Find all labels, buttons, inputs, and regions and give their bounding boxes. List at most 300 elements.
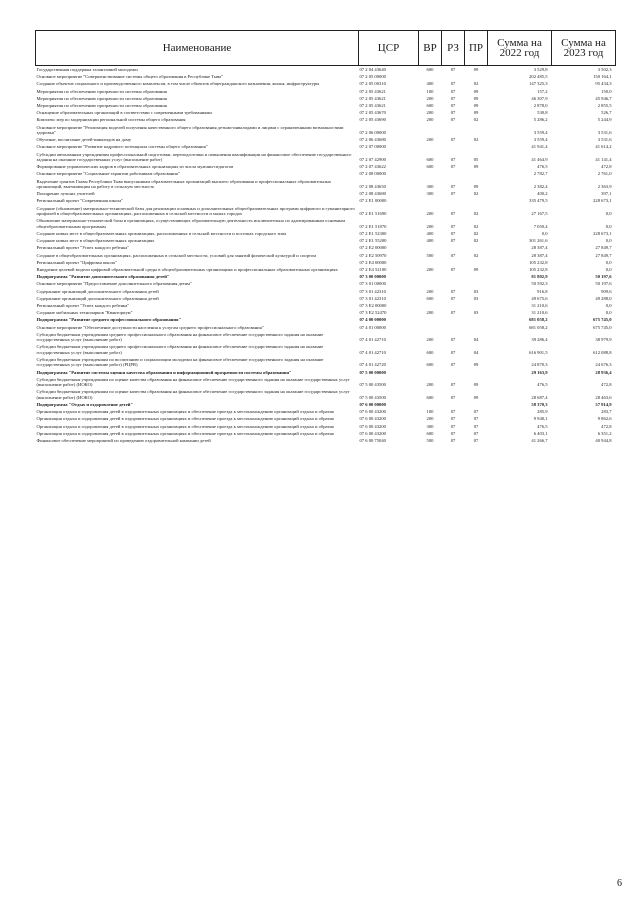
cell-sum-2022: 916,8 bbox=[537, 288, 548, 294]
cell-vr bbox=[419, 324, 442, 331]
cell-csr: 07 2 05 43670 bbox=[359, 110, 386, 116]
cell-sum-2023: 0,0 bbox=[605, 238, 612, 244]
cell-name: Региональный проект "Современная школа" bbox=[36, 198, 124, 204]
table-row bbox=[36, 273, 616, 280]
cell-pr: 09 bbox=[473, 67, 479, 72]
cell-csr: 07 2 E1 52300 bbox=[359, 230, 387, 236]
cell-csr: 07 2 E1 51690 bbox=[359, 211, 387, 217]
header-pr: ПР bbox=[465, 31, 488, 66]
cell-pr bbox=[465, 369, 488, 376]
cell-csr: 07 6 00 00000 bbox=[359, 401, 386, 407]
cell-vr: 200 bbox=[426, 137, 434, 143]
cell-csr: 07 2 04 43640 bbox=[359, 67, 386, 72]
cell-sum-2022: 301 261,6 bbox=[529, 238, 548, 244]
cell-sum-2022: 202 485,5 bbox=[529, 74, 548, 80]
table-row bbox=[36, 178, 616, 191]
cell-rz: 07 bbox=[450, 230, 456, 236]
cell-csr: 07 2 05 00000 bbox=[359, 74, 386, 80]
cell-sum-2023: 0,0 bbox=[605, 310, 612, 316]
cell-sum-2022: 58 370,3 bbox=[531, 401, 548, 407]
cell-name: Основное мероприятие "Реализация моделей получения качественного общего образования детьми-инвалидами и лицами с ограниченными возможностями здоровья" bbox=[36, 124, 344, 136]
cell-sum-2022: 41 941,4 bbox=[531, 144, 548, 150]
cell-csr: 07 2 06 00000 bbox=[359, 130, 386, 136]
cell-csr: 07 6 00 75040 bbox=[359, 438, 386, 443]
cell-sum-2023: 24 676,3 bbox=[595, 362, 612, 368]
cell-rz: 07 bbox=[450, 362, 456, 368]
table-row bbox=[36, 280, 616, 287]
cell-vr: 200 bbox=[426, 110, 434, 116]
table-row bbox=[36, 316, 616, 323]
cell-name: Государственная поддержка талантливой молодежи bbox=[36, 67, 138, 72]
table-row bbox=[36, 309, 616, 316]
cell-pr: 03 bbox=[473, 295, 479, 301]
cell-sum-2023: 41 141,4 bbox=[595, 157, 612, 163]
cell-name: Субсидии бюджетным учреждениям по воспитанию и социализации молодежи на финансовое обеспечение государственного задания на оказание государственных услуг (выполнение работ) (РЦРВ) bbox=[36, 356, 324, 368]
cell-sum-2023: 38 979,9 bbox=[595, 337, 612, 343]
cell-csr: 07 5 00 43500 bbox=[359, 382, 386, 388]
cell-sum-2022: 28 387,4 bbox=[531, 252, 548, 258]
cell-pr: 09 bbox=[473, 394, 479, 400]
cell-sum-2023: 150,0 bbox=[601, 88, 612, 94]
table-row bbox=[36, 190, 616, 197]
table-row bbox=[36, 401, 616, 408]
cell-rz bbox=[442, 273, 465, 280]
cell-sum-2022: 41 266,7 bbox=[531, 438, 548, 443]
cell-rz: 07 bbox=[450, 382, 456, 388]
cell-sum-2023: 41 614,2 bbox=[595, 144, 612, 150]
cell-sum-2022: 24 870,3 bbox=[531, 362, 548, 368]
cell-name: Подпрограмма "Развитие дополнительного образования детей" bbox=[36, 274, 170, 280]
table-row bbox=[36, 252, 616, 259]
cell-pr bbox=[465, 273, 488, 280]
cell-pr bbox=[465, 302, 488, 309]
cell-name: Региональный проект "Успех каждого ребенка" bbox=[36, 245, 130, 251]
cell-sum-2022: 681 058,2 bbox=[529, 317, 548, 323]
cell-sum-2023: 675 745,0 bbox=[593, 317, 612, 323]
cell-vr: 200 bbox=[426, 337, 434, 343]
cell-name: Создание мобильных технопарков "Кванториум" bbox=[36, 310, 133, 316]
cell-pr: 09 bbox=[473, 184, 479, 190]
cell-sum-2022: 3 559,4 bbox=[533, 137, 548, 143]
table-row bbox=[36, 356, 616, 369]
table-row bbox=[36, 66, 616, 74]
cell-sum-2022: 28 687,4 bbox=[531, 394, 548, 400]
cell-name: Подпрограмма "Отдых и оздоровление детей" bbox=[36, 401, 133, 407]
cell-sum-2022: 2 782,7 bbox=[533, 171, 548, 177]
cell-pr: 03 bbox=[473, 288, 479, 294]
cell-vr bbox=[419, 244, 442, 251]
cell-sum-2023: 9 862,6 bbox=[597, 416, 612, 422]
cell-name: Создание в общеобразовательных организациях, расположенных в сельской местности, условий для занятий физической культурой и спортом bbox=[36, 252, 316, 258]
cell-name: Создание новых мест в общеобразовательных организациях, расположенных в сельской местности и поселках городского типа bbox=[36, 230, 287, 236]
cell-vr: 400 bbox=[426, 238, 434, 244]
cell-vr: 200 bbox=[426, 223, 434, 229]
cell-csr: 07 2 06 43680 bbox=[359, 137, 386, 143]
cell-pr bbox=[465, 280, 488, 287]
cell-sum-2023: 283,7 bbox=[601, 409, 612, 415]
cell-sum-2023: 5 244,9 bbox=[597, 117, 612, 123]
cell-vr: 400 bbox=[426, 81, 434, 87]
cell-sum-2022: 157,2 bbox=[537, 88, 548, 94]
cell-csr: 07 2 05 43621 bbox=[359, 88, 386, 94]
cell-sum-2023: 27 849,7 bbox=[595, 252, 612, 258]
cell-rz bbox=[442, 244, 465, 251]
cell-csr: 07 2 E4 52100 bbox=[359, 266, 387, 272]
cell-pr bbox=[465, 324, 488, 331]
cell-csr: 07 2 08 43680 bbox=[359, 191, 386, 197]
cell-csr: 07 4 01 42720 bbox=[359, 362, 386, 368]
cell-name: Подпрограмма "Развитие системы оценки качества образования и информационной прозрачности системы образования" bbox=[36, 369, 292, 375]
cell-csr: 07 2 07 00000 bbox=[359, 144, 386, 150]
cell-pr bbox=[465, 244, 488, 251]
table-row bbox=[36, 230, 616, 237]
cell-rz bbox=[442, 324, 465, 331]
cell-name: Организация отдыха и оздоровления детей в оздоровительных организациях и обеспечение проезда к местонахождению организаций отдыха и обратно bbox=[36, 430, 335, 436]
cell-pr: 07 bbox=[473, 423, 479, 429]
header-vr: ВР bbox=[419, 31, 442, 66]
cell-sum-2022: 2 382,4 bbox=[533, 184, 548, 190]
cell-sum-2023: 472,8 bbox=[601, 164, 612, 170]
cell-name: Обновление материально-технической базы в организациях, осуществляющих образовательную деятельность исключительно по адаптированным основным общеобразовательным программам bbox=[36, 218, 345, 229]
cell-csr: 07 4 01 42710 bbox=[359, 349, 386, 355]
cell-vr: 100 bbox=[426, 88, 434, 94]
cell-sum-2023: 50 197,6 bbox=[595, 274, 612, 280]
cell-rz: 07 bbox=[450, 211, 456, 217]
cell-name: Поощрение лучших учителей bbox=[36, 191, 95, 197]
cell-csr: 07 2 E4 00000 bbox=[359, 259, 387, 265]
cell-vr: 200 bbox=[426, 310, 434, 316]
cell-sum-2023: 0,0 bbox=[605, 223, 612, 229]
cell-vr: 600 bbox=[426, 67, 434, 72]
cell-pr: 03 bbox=[473, 310, 479, 316]
cell-vr: 200 bbox=[426, 416, 434, 422]
cell-vr: 200 bbox=[426, 382, 434, 388]
cell-name: Субсидии бюджетным учреждениям по оценке качества образования на финансовое обеспечение государственного задания на оказание государственных услуг (выполнение работ) (ИОКО) bbox=[36, 389, 350, 400]
table-row bbox=[36, 295, 616, 302]
table-row bbox=[36, 73, 616, 80]
cell-rz: 07 bbox=[450, 95, 456, 101]
cell-vr: 500 bbox=[426, 438, 434, 443]
cell-name: Основное мероприятие "Обеспечение доступности населения к услугам среднего профессионального образования" bbox=[36, 324, 264, 330]
cell-rz: 07 bbox=[450, 157, 456, 163]
header-csr: ЦСР bbox=[359, 31, 419, 66]
cell-vr bbox=[419, 73, 442, 80]
cell-csr: 07 5 00 43500 bbox=[359, 394, 386, 400]
cell-rz: 07 bbox=[450, 337, 456, 343]
cell-rz: 07 bbox=[450, 81, 456, 87]
cell-rz bbox=[442, 73, 465, 80]
table-row bbox=[36, 343, 616, 356]
cell-sum-2023: 28 936,4 bbox=[595, 369, 612, 375]
table-row bbox=[36, 163, 616, 170]
cell-sum-2022: 31 210,6 bbox=[531, 302, 548, 308]
cell-pr bbox=[465, 143, 488, 150]
cell-vr: 600 bbox=[426, 362, 434, 368]
cell-csr: 07 2 07 43622 bbox=[359, 164, 386, 170]
cell-vr bbox=[419, 170, 442, 177]
cell-rz bbox=[442, 316, 465, 323]
cell-sum-2023: 57 914,9 bbox=[595, 401, 612, 407]
cell-name: Оснащение образовательных организаций в соответствии с современными требованиями bbox=[36, 110, 212, 116]
cell-rz: 07 bbox=[450, 184, 456, 190]
table-body bbox=[36, 66, 616, 445]
cell-pr: 09 bbox=[473, 103, 479, 109]
budget-document bbox=[35, 30, 615, 444]
cell-vr: 300 bbox=[426, 191, 434, 197]
cell-sum-2022: 476,5 bbox=[537, 423, 548, 429]
cell-rz: 07 bbox=[450, 266, 456, 272]
cell-vr bbox=[419, 369, 442, 376]
cell-csr: 07 2 05 43621 bbox=[359, 103, 386, 109]
cell-name: Формирование управленческих кадров в образовательных организациях из числа мужчин-педагогов bbox=[36, 164, 234, 170]
cell-sum-2023: 28 463,6 bbox=[595, 394, 612, 400]
cell-pr bbox=[465, 259, 488, 266]
cell-csr: 07 2 05 00310 bbox=[359, 81, 386, 87]
cell-pr bbox=[465, 197, 488, 204]
cell-rz: 07 bbox=[450, 110, 456, 116]
cell-pr bbox=[465, 124, 488, 137]
table-row bbox=[36, 102, 616, 109]
cell-sum-2023: 675 745,0 bbox=[593, 324, 612, 330]
cell-name: Организация отдыха и оздоровления детей в оздоровительных организациях и обеспечение проезда к местонахождению организаций отдыха и обратно bbox=[36, 409, 335, 415]
cell-pr: 02 bbox=[473, 252, 479, 258]
table-row bbox=[36, 376, 616, 389]
table-row bbox=[36, 95, 616, 102]
cell-sum-2022: 476,5 bbox=[537, 382, 548, 388]
cell-csr: 07 6 00 43200 bbox=[359, 409, 386, 415]
cell-vr bbox=[419, 280, 442, 287]
cell-sum-2022: 335 479,5 bbox=[529, 198, 548, 204]
cell-csr: 07 2 07 42900 bbox=[359, 157, 386, 163]
cell-sum-2023: 472,8 bbox=[601, 423, 612, 429]
table-row bbox=[36, 136, 616, 143]
cell-sum-2023: 3 531,6 bbox=[597, 137, 612, 143]
cell-rz: 07 bbox=[450, 295, 456, 301]
cell-sum-2023: 526,7 bbox=[601, 110, 612, 116]
cell-rz bbox=[442, 302, 465, 309]
cell-vr: 200 bbox=[426, 211, 434, 217]
cell-rz: 07 bbox=[450, 252, 456, 258]
cell-sum-2023: 3 502,3 bbox=[597, 67, 612, 72]
cell-pr: 07 bbox=[473, 409, 479, 415]
cell-vr bbox=[419, 259, 442, 266]
cell-sum-2022: 39 286,4 bbox=[531, 337, 548, 343]
cell-vr: 600 bbox=[426, 103, 434, 109]
cell-csr: 07 3 01 42310 bbox=[359, 288, 386, 294]
table-row bbox=[36, 331, 616, 344]
cell-csr: 07 3 01 42310 bbox=[359, 295, 386, 301]
cell-pr: 07 bbox=[473, 416, 479, 422]
cell-sum-2023: 909,6 bbox=[601, 288, 612, 294]
header-rz: РЗ bbox=[442, 31, 465, 66]
cell-vr bbox=[419, 273, 442, 280]
cell-pr: 09 bbox=[473, 110, 479, 116]
cell-sum-2022: 5 286,2 bbox=[533, 117, 548, 123]
cell-csr: 07 6 00 43200 bbox=[359, 430, 386, 436]
table-row bbox=[36, 151, 616, 164]
cell-sum-2023: 228 673,1 bbox=[593, 230, 612, 236]
table-row bbox=[36, 143, 616, 150]
table-row bbox=[36, 288, 616, 295]
table-row bbox=[36, 217, 616, 230]
cell-sum-2022: 27 167,5 bbox=[531, 211, 548, 217]
cell-sum-2022: 285,9 bbox=[537, 409, 548, 415]
cell-rz bbox=[442, 124, 465, 137]
cell-sum-2022: 0,0 bbox=[541, 230, 548, 236]
table-row bbox=[36, 388, 616, 401]
cell-sum-2023: 27 849,7 bbox=[595, 245, 612, 251]
cell-name: Содержание организаций дополнительного образования детей bbox=[36, 295, 159, 301]
cell-vr: 600 bbox=[426, 430, 434, 436]
cell-csr: 07 4 01 42710 bbox=[359, 337, 386, 343]
cell-pr bbox=[465, 401, 488, 408]
cell-csr: 07 6 00 43200 bbox=[359, 416, 386, 422]
cell-pr: 02 bbox=[473, 137, 479, 143]
cell-csr: 07 2 08 43650 bbox=[359, 184, 386, 190]
cell-vr: 600 bbox=[426, 164, 434, 170]
cell-rz: 07 bbox=[450, 310, 456, 316]
cell-vr: 300 bbox=[426, 184, 434, 190]
table-row bbox=[36, 302, 616, 309]
cell-name: Создание объектов социального и производственного комплексов, в том числе объектов общегражданского назначения, жилья, инфраструктуры bbox=[36, 81, 320, 87]
cell-csr: 07 2 08 00000 bbox=[359, 171, 386, 177]
cell-vr bbox=[419, 143, 442, 150]
cell-csr: 07 2 E1 00000 bbox=[359, 198, 387, 204]
cell-name: Субсидии бюджетным учреждениям среднего профессионального образования на финансовое обеспечение государственного задания на оказание государственных услуг (выполнение работ) bbox=[36, 344, 324, 355]
cell-name: Организация отдыха и оздоровления детей в оздоровительных организациях и обеспечение проезда к местонахождению организаций отдыха и обратно bbox=[36, 416, 335, 422]
table-row bbox=[36, 197, 616, 204]
cell-sum-2022: 49 675,6 bbox=[531, 295, 548, 301]
cell-sum-2023: 40 944,8 bbox=[595, 438, 612, 443]
cell-name: Содержание организаций дополнительного образования детей bbox=[36, 288, 159, 294]
cell-sum-2022: 41 464,9 bbox=[531, 157, 548, 163]
cell-csr: 07 4 00 00000 bbox=[359, 317, 386, 323]
cell-sum-2022: 2 878,0 bbox=[533, 103, 548, 109]
cell-name: Региональный проект "Цифровая школа" bbox=[36, 259, 117, 265]
header-sum-2022: Сумма на 2022 год bbox=[488, 31, 552, 66]
table-row bbox=[36, 116, 616, 123]
budget-table bbox=[35, 30, 616, 444]
cell-sum-2022: 9 940,1 bbox=[533, 416, 548, 422]
cell-name: Основное мероприятие "Социальные гарантии работникам образования" bbox=[36, 171, 180, 177]
cell-pr: 07 bbox=[473, 430, 479, 436]
cell-vr bbox=[419, 316, 442, 323]
cell-csr: 07 2 05 43621 bbox=[359, 95, 386, 101]
cell-rz bbox=[442, 143, 465, 150]
cell-name: Субсидии бюджетным учреждениям по оценке качества образования на финансовое обеспечение государственного задания на оказание государственных услуг (выполнение работ) (ИОКО) bbox=[36, 376, 350, 388]
cell-vr: 200 bbox=[426, 95, 434, 101]
cell-rz: 07 bbox=[450, 117, 456, 123]
cell-sum-2022: 616 901,5 bbox=[529, 349, 548, 355]
cell-sum-2022: 105 232,8 bbox=[529, 259, 548, 265]
cell-sum-2022: 476,5 bbox=[537, 164, 548, 170]
cell-pr: 07 bbox=[473, 438, 479, 443]
table-row bbox=[36, 237, 616, 244]
table-row bbox=[36, 266, 616, 273]
cell-vr: 600 bbox=[426, 295, 434, 301]
cell-sum-2023: 2 761,0 bbox=[597, 171, 612, 177]
cell-sum-2022: 81 802,9 bbox=[531, 274, 548, 280]
cell-sum-2023: 397,1 bbox=[601, 191, 612, 197]
cell-rz: 07 bbox=[450, 438, 456, 443]
cell-name: Внедрение целевой модели цифровой образовательной среды в общеобразовательных организациях и профессиональных образовательных организациях bbox=[36, 266, 338, 272]
cell-pr bbox=[465, 170, 488, 177]
cell-sum-2023: 0,0 bbox=[605, 259, 612, 265]
cell-csr: 07 3 01 00000 bbox=[359, 281, 386, 287]
cell-name: Субсидии автономным учреждениям профессиональной подготовки, переподготовки и повышения квалификации на финансовое обеспечение государственного задания на оказание государственных услуг (выполнение работ) bbox=[36, 151, 352, 163]
table-row bbox=[36, 88, 616, 95]
cell-name: Мероприятия по обеспечению прозрачности системы образования bbox=[36, 88, 167, 94]
table-row bbox=[36, 259, 616, 266]
cell-pr bbox=[465, 316, 488, 323]
cell-csr: 07 2 E2 50970 bbox=[359, 252, 387, 258]
cell-csr: 07 2 E2 00000 bbox=[359, 245, 387, 251]
cell-sum-2023: 0,0 bbox=[605, 211, 612, 217]
cell-vr: 600 bbox=[426, 394, 434, 400]
cell-rz: 07 bbox=[450, 88, 456, 94]
cell-sum-2023: 3 531,6 bbox=[597, 130, 612, 136]
cell-name: Региональный проект "Успех каждого ребенка" bbox=[36, 302, 130, 308]
cell-sum-2022: 3 529,8 bbox=[533, 67, 548, 72]
cell-rz: 07 bbox=[450, 67, 456, 72]
cell-sum-2023: 6 351,2 bbox=[597, 430, 612, 436]
cell-name: Основное мероприятие "Совершенствование системы общего образования в Республике Тыва" bbox=[36, 74, 223, 80]
cell-pr: 09 bbox=[473, 88, 479, 94]
cell-name: Финансовое обеспечение мероприятий по проведению оздоровительной кампании детей bbox=[36, 438, 211, 443]
cell-vr bbox=[419, 401, 442, 408]
cell-sum-2023: 0,0 bbox=[605, 266, 612, 272]
cell-sum-2022: 28 387,4 bbox=[531, 245, 548, 251]
cell-csr: 07 2 05 43690 bbox=[359, 117, 386, 123]
cell-rz: 07 bbox=[450, 137, 456, 143]
cell-vr: 200 bbox=[426, 266, 434, 272]
cell-sum-2022: 6 403,1 bbox=[533, 430, 548, 436]
cell-sum-2022: 530,8 bbox=[537, 110, 548, 116]
cell-pr: 09 bbox=[473, 164, 479, 170]
cell-sum-2023: 2 363,9 bbox=[597, 184, 612, 190]
cell-csr: 07 2 E1 51870 bbox=[359, 223, 387, 229]
cell-pr: 04 bbox=[473, 349, 479, 355]
header-row bbox=[36, 31, 616, 66]
cell-pr: 09 bbox=[473, 95, 479, 101]
cell-csr: 07 5 00 00000 bbox=[359, 369, 386, 375]
cell-rz: 07 bbox=[450, 416, 456, 422]
cell-rz: 07 bbox=[450, 394, 456, 400]
cell-sum-2023: 472,8 bbox=[601, 382, 612, 388]
cell-vr: 200 bbox=[426, 288, 434, 294]
cell-sum-2023: 0,0 bbox=[605, 302, 612, 308]
cell-vr: 600 bbox=[426, 349, 434, 355]
cell-name: Субсидии бюджетным учреждениям среднего профессионального образования на финансовое обеспечение государственного задания на оказание государственных услуг (выполнение работ) bbox=[36, 331, 324, 343]
cell-rz: 07 bbox=[450, 191, 456, 197]
cell-rz: 07 bbox=[450, 430, 456, 436]
cell-sum-2023: 45 946,7 bbox=[595, 95, 612, 101]
cell-sum-2023: 150 164,1 bbox=[593, 74, 612, 80]
table-row bbox=[36, 408, 616, 415]
cell-name: Основное мероприятие "Предоставление дополнительного образования детям" bbox=[36, 281, 192, 287]
cell-sum-2022: 50 592,3 bbox=[531, 281, 548, 287]
cell-pr bbox=[465, 73, 488, 80]
table-header bbox=[36, 31, 616, 66]
cell-name: Основное мероприятие "Развитие кадрового потенциала системы общего образования" bbox=[36, 144, 208, 150]
cell-sum-2022: 681 058,2 bbox=[529, 324, 548, 330]
cell-rz bbox=[442, 197, 465, 204]
cell-csr: 07 4 01 00000 bbox=[359, 324, 386, 330]
cell-csr: 07 3 00 00000 bbox=[359, 274, 386, 280]
cell-rz bbox=[442, 401, 465, 408]
table-row bbox=[36, 205, 616, 218]
cell-vr: 400 bbox=[426, 230, 434, 236]
